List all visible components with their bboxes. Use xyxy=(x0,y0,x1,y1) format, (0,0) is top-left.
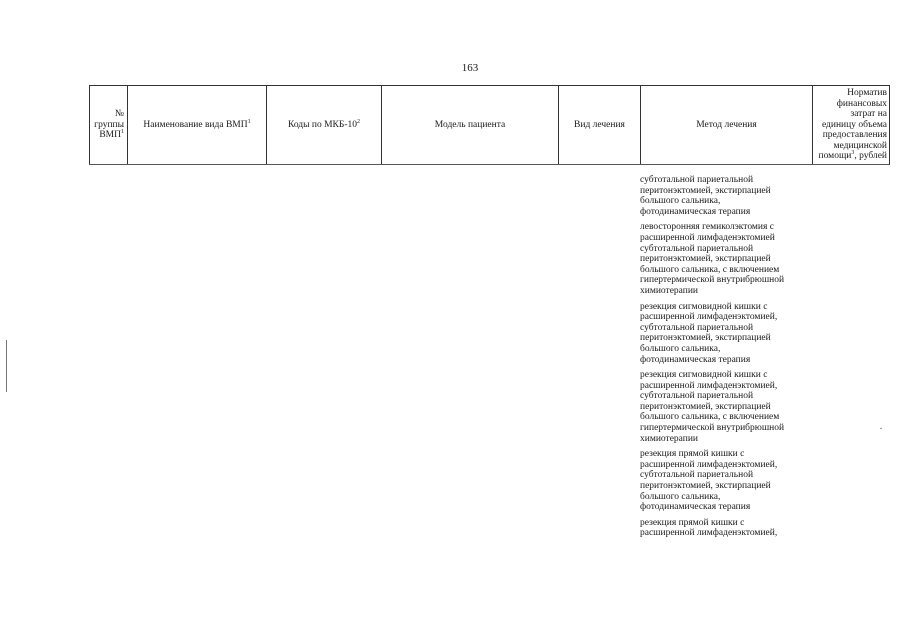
header-mkb-codes xyxy=(267,86,382,165)
method-item: левосторонняя гемиколэктомия с расширенной лимфаденэктомией субтотальной париетальной перитонэктомией, экстирпацией большого сальника, с включением гипертермической внутрибрюшной химиотерапии xyxy=(640,222,785,296)
treatment-method-list xyxy=(640,175,810,544)
method-item: резекция сигмовидной кишки с расширенной лимфаденэктомией, субтотальной париетальной перитонэктомией, экстирпацией большого сальника, фотодинамическая терапия xyxy=(640,301,778,365)
header-financial-norm-l2: финансовых xyxy=(836,98,887,109)
method-item: резекция прямой кишки с расширенной лимфаденэктомией, xyxy=(640,517,778,539)
header-financial-norm xyxy=(813,86,890,165)
header-treatment-type xyxy=(559,86,641,165)
header-group-number-line3: ВМП xyxy=(99,130,121,141)
method-item: субтотальной париетальной перитонэктомией, экстирпацией большого сальника, фотодинамическая терапия xyxy=(640,175,771,217)
header-financial-norm-l1: Норматив xyxy=(847,88,887,99)
scan-margin-mark xyxy=(6,340,7,392)
header-treatment-method-text: Метод лечения xyxy=(696,119,757,130)
footnote-ref-3: 3 xyxy=(851,150,855,157)
page-number: 163 xyxy=(461,62,479,74)
header-group-number xyxy=(90,86,128,165)
header-financial-norm-l4: единицу объема xyxy=(821,119,887,130)
header-treatment-type-text: Вид лечения xyxy=(574,119,625,130)
header-financial-norm-l5: предоставления xyxy=(822,130,887,141)
header-vmp-name xyxy=(128,86,267,165)
footnote-ref-1b: 1 xyxy=(247,118,251,125)
header-treatment-method xyxy=(641,86,813,165)
footnote-ref-2: 2 xyxy=(357,118,361,125)
header-patient-model xyxy=(382,86,559,165)
header-vmp-name-text: Наименование вида ВМП xyxy=(143,119,248,130)
header-bottom-rule xyxy=(89,164,889,165)
method-item: резекция прямой кишки с расширенной лимфаденэктомией, субтотальной париетальной перитонэктомией, экстирпацией большого сальника, фотодинамическая терапия xyxy=(640,449,778,513)
header-group-number-line1: № xyxy=(114,109,124,120)
header-financial-norm-l3: затрат на xyxy=(850,109,887,120)
header-mkb-codes-text: Коды по МКБ-10 xyxy=(287,119,358,130)
footnote-ref-1: 1 xyxy=(121,129,124,136)
header-financial-norm-l7b: , рублей xyxy=(854,151,887,162)
scan-dust-dot xyxy=(880,428,882,429)
header-patient-model-text: Модель пациента xyxy=(434,119,506,130)
header-group-number-line2: группы xyxy=(94,119,124,130)
table-header xyxy=(89,85,890,165)
header-financial-norm-l7a: помощи xyxy=(818,151,852,162)
method-item: резекция сигмовидной кишки с расширенной лимфаденэктомией, субтотальной париетальной перитонэктомией, экстирпацией большого сальника, с включением гипертермической внутрибрюшной химиотерапии xyxy=(640,370,785,444)
header-financial-norm-l6: медицинской xyxy=(833,140,887,151)
